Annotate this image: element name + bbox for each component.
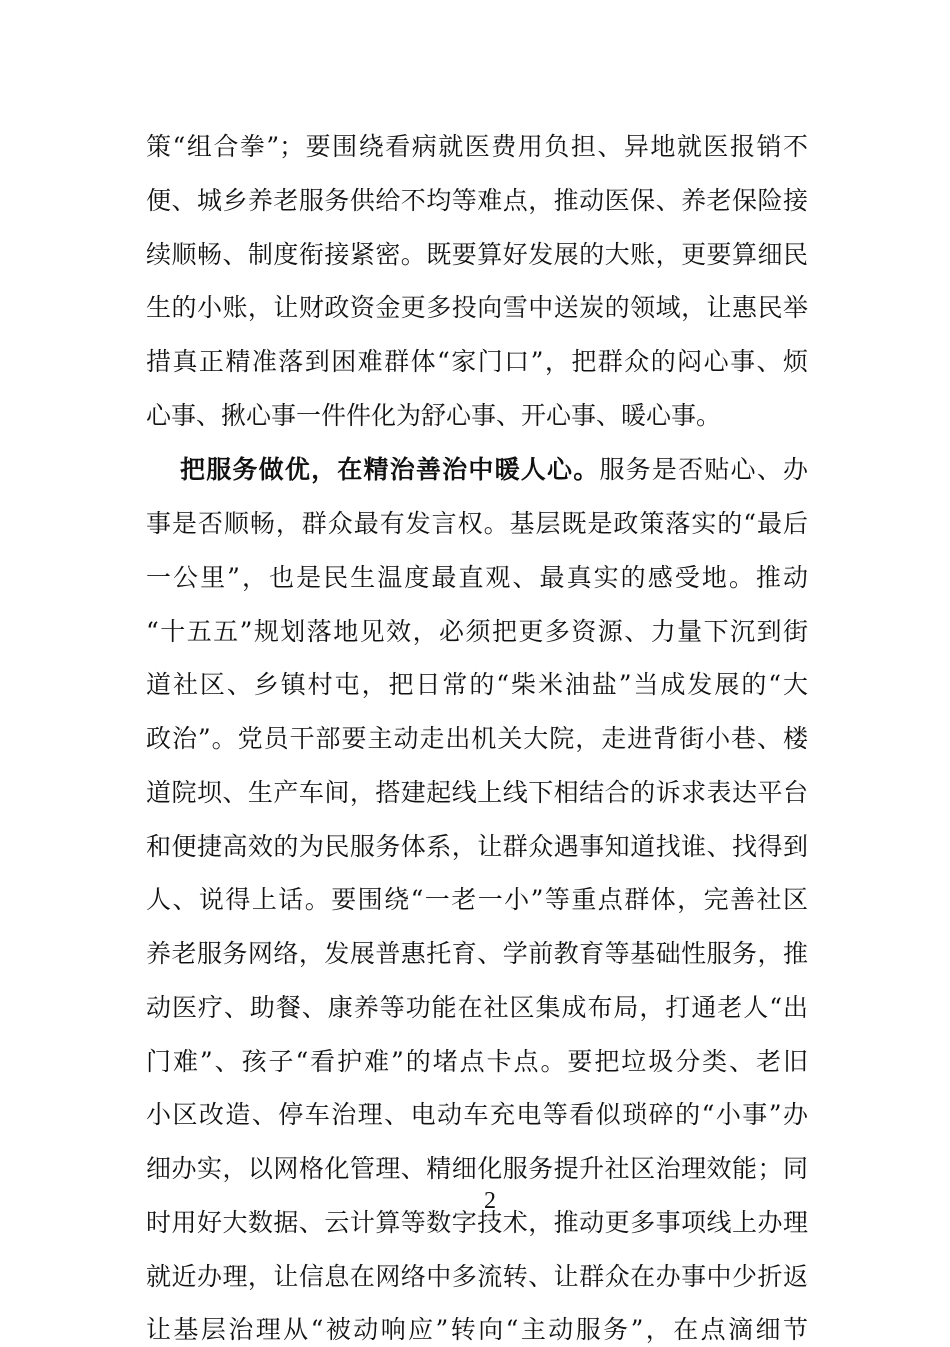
- text-line: 生的小账，让财政资金更多投向雪中送炭的领域，让惠民举: [146, 293, 808, 322]
- text-line: 时用好大数据、云计算等数字技术，推动更多事项线上办理: [146, 1207, 808, 1237]
- text-line: “十五五”规划落地见效，必须把更多资源、力量下沉到街: [146, 616, 808, 646]
- text-line: 事是否顺畅，群众最有发言权。基层既是政策落实的“最后: [146, 509, 808, 538]
- paragraph-heading-line: [180, 453, 808, 487]
- text-line: 门难”、孩子“看护难”的堵点卡点。要把垃圾分类、老旧: [146, 1046, 808, 1076]
- text-line: 小区改造、停车治理、电动车充电等看似琐碎的“小事”办: [146, 1100, 808, 1130]
- text-line: 就近办理，让信息在网络中多流转、让群众在办事中少折返: [146, 1261, 808, 1291]
- text-line: 便、城乡养老服务供给不均等难点，推动医保、养老保险接: [146, 186, 808, 215]
- text-line: 让基层治理从“被动响应”转向“主动服务”，在点滴细节: [146, 1315, 808, 1345]
- text-line: 措真正精准落到困难群体“家门口”，把群众的闷心事、烦: [146, 347, 808, 376]
- text-line: 政治”。党员干部要主动走出机关大院，走进背街小巷、楼: [146, 724, 808, 753]
- text-line: 道社区、乡镇村屯，把日常的“柴米油盐”当成发展的“大: [146, 670, 808, 700]
- text-line: 续顺畅、制度衔接紧密。既要算好发展的大账，更要算细民: [146, 240, 808, 269]
- text-line: 人、说得上话。要围绕“一老一小”等重点群体，完善社区: [146, 885, 808, 915]
- text-line: 心事、揪心事一件件化为舒心事、开心事、暖心事。: [146, 401, 722, 430]
- text-line: 策“组合拳”；要围绕看病就医费用负担、异地就医报销不: [146, 132, 808, 161]
- text-span: 服务是否贴心、办: [599, 455, 808, 484]
- text-line: 细办实，以网格化管理、精细化服务提升社区治理效能；同: [146, 1154, 808, 1183]
- bold-lead-sentence: 把服务做优，在精治善治中暖人心。: [180, 455, 600, 484]
- page-number: 2: [484, 1188, 496, 1214]
- text-line: 道院坝、生产车间，搭建起线上线下相结合的诉求表达平台: [146, 777, 808, 807]
- text-line: 动医疗、助餐、康养等功能在社区集成布局，打通老人“出: [146, 992, 808, 1022]
- text-line: 和便捷高效的为民服务体系，让群众遇事知道找谁、找得到: [146, 831, 808, 861]
- text-line: 一公里”，也是民生温度最直观、最真实的感受地。推动: [146, 562, 808, 592]
- text-line: 养老服务网络，发展普惠托育、学前教育等基础性服务，推: [146, 939, 808, 968]
